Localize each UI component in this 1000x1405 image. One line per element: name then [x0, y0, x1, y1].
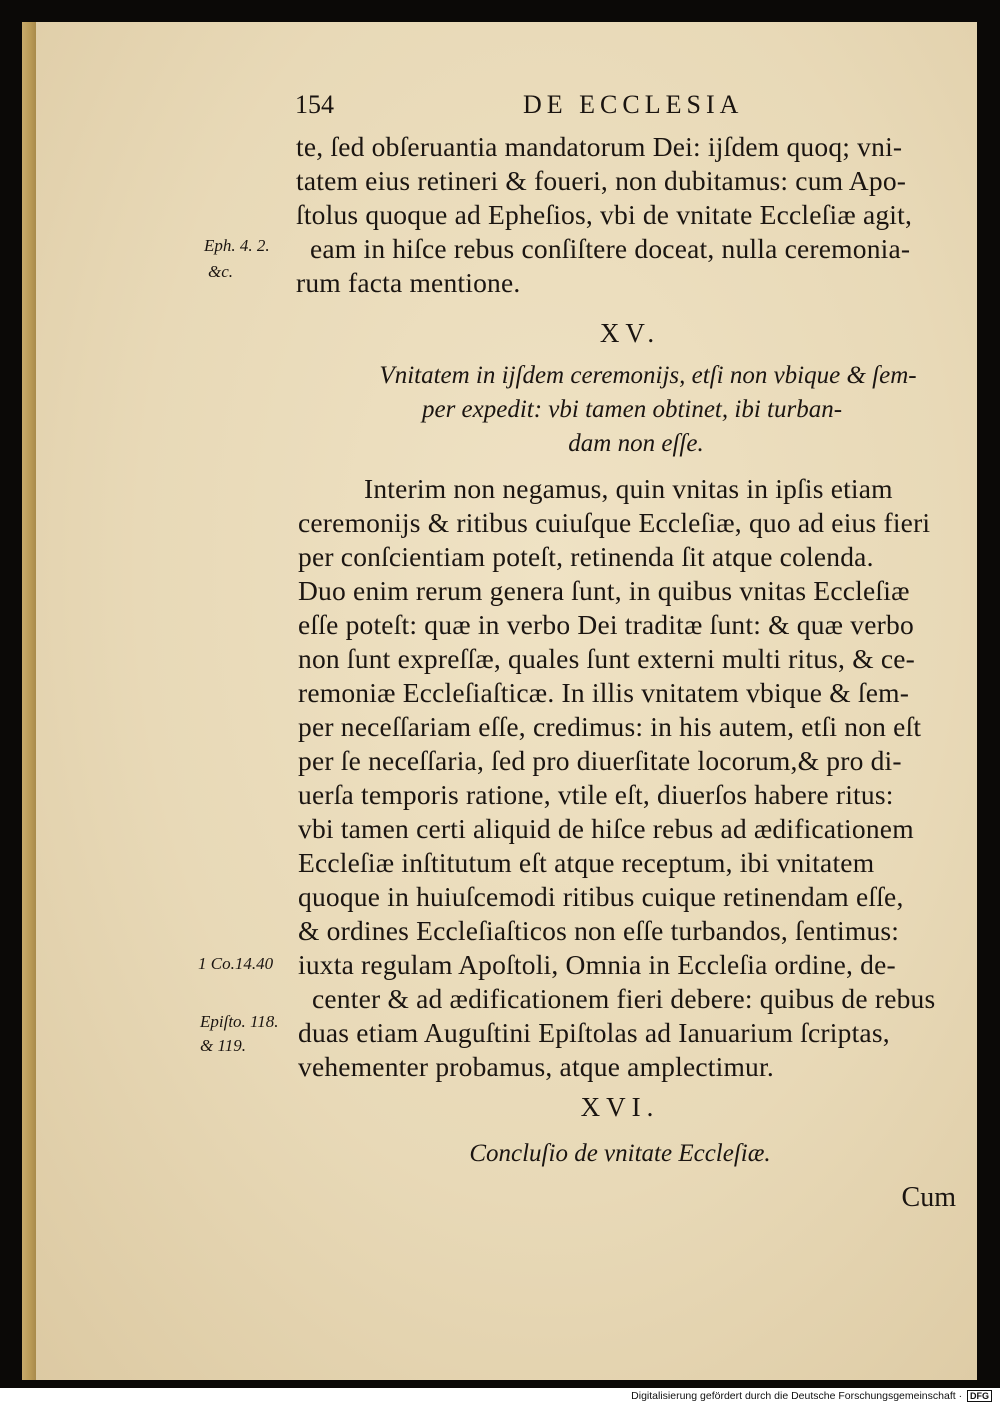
running-title: DE ECCLESIA [523, 90, 744, 119]
text-line: Interim non negamus, quin vnitas in ipſis etiam [364, 473, 893, 504]
text-line: iuxta regulam Apoſtoli, Omnia in Eccleſia ordine, de- [298, 949, 896, 980]
section-number: XV. [599, 318, 661, 348]
text-line: per conſcientiam poteſt, retinenda ſit atque colenda. [298, 541, 874, 572]
text-line: vbi tamen certi aliquid de hiſce rebus ad ædificationem [298, 813, 914, 844]
page-number: 154 [295, 90, 334, 119]
text-line: eam in hiſce rebus conſiſtere doceat, nulla ceremonia- [310, 233, 911, 264]
text-line: duas etiam Auguſtini Epiſtolas ad Ianuarium ſcriptas, [298, 1017, 890, 1048]
margin-note: &c. [208, 262, 234, 281]
text-line: uerſa temporis ratione, vtile eſt, diuerſos habere ritus: [298, 779, 894, 810]
section-heading: per expedit: vbi tamen obtinet, ibi turban- [421, 396, 843, 423]
catchword: Cum [901, 1182, 956, 1213]
margin-note: Eph. 4. 2. [204, 236, 270, 255]
section-heading: dam non eſſe. [568, 430, 704, 457]
text-line: & ordines Eccleſiaſticos non eſſe turbandos, ſentimus: [298, 915, 900, 946]
text-line: per ſe neceſſaria, ſed pro diuerſitate locorum,& pro di- [298, 745, 902, 776]
footer [631, 1390, 992, 1402]
text-line: tatem eius retineri & foueri, non dubitamus: cum Apo- [296, 165, 907, 196]
text-line: remoniæ Eccleſiaſticæ. In illis vnitatem vbique & ſem- [298, 677, 910, 708]
text-line: rum facta mentione. [296, 267, 521, 298]
text-line: vehementer probamus, atque amplectimur. [298, 1051, 774, 1082]
page-edge [22, 22, 36, 1380]
section-heading: Vnitatem in ijſdem ceremonijs, etſi non vbique & ſem- [379, 362, 917, 389]
margin-note: & 119. [200, 1036, 246, 1055]
dfg-logo: DFG [967, 1390, 992, 1402]
footer-text: Digitalisierung gefördert durch die Deutsche Forschungsgemeinschaft · [631, 1390, 963, 1402]
margin-note: 1 Co.14.40 [198, 954, 274, 973]
text-line: non ſunt expreſſæ, quales ſunt externi multi ritus, & ce- [298, 643, 916, 674]
text-line: te, ſed obſeruantia mandatorum Dei: ijſdem quoq; vni- [296, 131, 903, 162]
text-line: Duo enim rerum genera ſunt, in quibus vnitas Eccleſiæ [298, 575, 910, 606]
text-line: Eccleſiæ inſtitutum eſt atque receptum, ibi vnitatem [298, 847, 875, 878]
section-heading: Concluſio de vnitate Eccleſiæ. [469, 1140, 771, 1167]
text-line: ceremonijs & ritibus cuiuſque Eccleſiæ, quo ad eius fieri [298, 507, 931, 538]
section-number: XVI. [580, 1092, 660, 1122]
text-line: eſſe poteſt: quæ in verbo Dei traditæ ſunt: & quæ verbo [298, 609, 914, 640]
running-header [295, 90, 975, 124]
text-line: quoque in huiuſcemodi ritibus cuique retinendam eſſe, [298, 881, 904, 912]
text-line: ſtolus quoque ad Epheſios, vbi de vnitate Eccleſiæ agit, [296, 199, 913, 230]
text-line: center & ad ædificationem fieri debere: quibus de rebus [312, 983, 936, 1014]
text-line: per neceſſariam eſſe, credimus: in his autem, etſi non eſt [298, 711, 922, 742]
margin-note: Epiſto. 118. [200, 1012, 279, 1031]
